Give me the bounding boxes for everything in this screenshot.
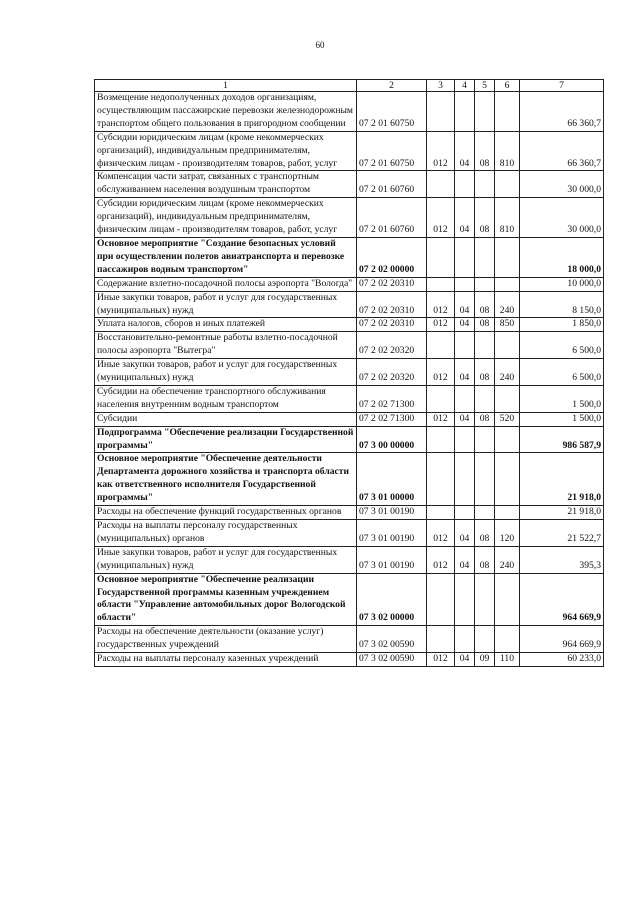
- row-col4: [455, 573, 475, 626]
- row-col4: [455, 277, 475, 291]
- row-col3: 012: [427, 653, 455, 667]
- row-amount: 964 669,9: [520, 626, 604, 653]
- row-code: 07 2 02 20320: [357, 332, 427, 359]
- row-col3: [427, 92, 455, 132]
- row-amount: 18 000,0: [520, 237, 604, 277]
- row-code: 07 2 01 60760: [357, 198, 427, 238]
- row-col5: 08: [475, 198, 495, 238]
- row-col5: 08: [475, 131, 495, 171]
- row-col4: 04: [455, 546, 475, 573]
- page-number: 60: [315, 40, 325, 50]
- row-col4: [455, 171, 475, 198]
- table-body: [95, 80, 604, 667]
- row-description: Иные закупки товаров, работ и услуг для государственных (муниципальных) нужд: [95, 291, 357, 318]
- row-amount: 66 360,7: [520, 92, 604, 132]
- table-row: [95, 412, 604, 426]
- row-col6: [495, 453, 520, 506]
- row-col3: [427, 506, 455, 520]
- row-col6: 240: [495, 546, 520, 573]
- row-code: 07 3 00 00000: [357, 426, 427, 453]
- row-col4: 04: [455, 318, 475, 332]
- table-row: [95, 546, 604, 573]
- row-col6: [495, 385, 520, 412]
- row-col5: [475, 171, 495, 198]
- row-code: 07 2 02 20310: [357, 318, 427, 332]
- table-row: [95, 277, 604, 291]
- row-description: Основное мероприятие "Создание безопасных условий при осуществлении полетов авиатранспорта и перевозке пассажиров водным транспортом": [95, 237, 357, 277]
- row-col3: 012: [427, 359, 455, 386]
- row-col3: 012: [427, 198, 455, 238]
- table-row: [95, 332, 604, 359]
- row-code: 07 3 01 00000: [357, 453, 427, 506]
- row-col5: 08: [475, 546, 495, 573]
- row-col6: 240: [495, 291, 520, 318]
- row-col5: 08: [475, 359, 495, 386]
- row-col3: [427, 171, 455, 198]
- header-col-2: 2: [357, 80, 427, 92]
- row-code: 07 2 02 00000: [357, 237, 427, 277]
- row-col4: [455, 385, 475, 412]
- row-description: Субсидии на обеспечение транспортного обслуживания населения внутренним водным транспортом: [95, 385, 357, 412]
- row-col6: 240: [495, 359, 520, 386]
- row-description: Иные закупки товаров, работ и услуг для государственных (муниципальных) нужд: [95, 546, 357, 573]
- row-col4: [455, 237, 475, 277]
- row-code: 07 2 01 60750: [357, 92, 427, 132]
- row-description: Уплата налогов, сборов и иных платежей: [95, 318, 357, 332]
- row-code: 07 3 02 00590: [357, 653, 427, 667]
- row-col4: [455, 506, 475, 520]
- table-row: [95, 573, 604, 626]
- row-col3: 012: [427, 412, 455, 426]
- row-col3: [427, 237, 455, 277]
- row-col5: 08: [475, 520, 495, 547]
- row-description: Восстановительно-ремонтные работы взлетно-посадочной полосы аэропорта "Вытегра": [95, 332, 357, 359]
- row-description: Расходы на обеспечение деятельности (оказание услуг) государственных учреждений: [95, 626, 357, 653]
- row-col3: [427, 277, 455, 291]
- row-col3: 012: [427, 131, 455, 171]
- table-row: [95, 506, 604, 520]
- row-amount: 1 850,0: [520, 318, 604, 332]
- row-description: Субсидии: [95, 412, 357, 426]
- row-amount: 1 500,0: [520, 385, 604, 412]
- row-description: Иные закупки товаров, работ и услуг для государственных (муниципальных) нужд: [95, 359, 357, 386]
- row-code: 07 2 02 20320: [357, 359, 427, 386]
- row-col3: 012: [427, 318, 455, 332]
- row-col5: 09: [475, 653, 495, 667]
- row-col3: [427, 573, 455, 626]
- row-code: 07 2 02 71300: [357, 385, 427, 412]
- table-row: [95, 237, 604, 277]
- table-row: [95, 318, 604, 332]
- row-amount: 21 522,7: [520, 520, 604, 547]
- row-amount: 6 500,0: [520, 359, 604, 386]
- row-col4: 04: [455, 291, 475, 318]
- row-col6: [495, 277, 520, 291]
- table-row: [95, 626, 604, 653]
- row-col4: [455, 453, 475, 506]
- row-col5: [475, 426, 495, 453]
- row-description: Расходы на обеспечение функций государственных органов: [95, 506, 357, 520]
- row-col5: [475, 385, 495, 412]
- row-col6: [495, 237, 520, 277]
- row-col5: 08: [475, 412, 495, 426]
- header-col-7: 7: [520, 80, 604, 92]
- row-col4: 04: [455, 359, 475, 386]
- row-amount: 66 360,7: [520, 131, 604, 171]
- row-code: 07 2 02 20310: [357, 277, 427, 291]
- table-row: [95, 653, 604, 667]
- row-col4: [455, 332, 475, 359]
- row-col4: [455, 426, 475, 453]
- row-col5: [475, 277, 495, 291]
- row-col5: [475, 92, 495, 132]
- row-col3: 012: [427, 520, 455, 547]
- row-col3: 012: [427, 291, 455, 318]
- row-col6: [495, 92, 520, 132]
- row-amount: 1 500,0: [520, 412, 604, 426]
- header-col-6: 6: [495, 80, 520, 92]
- table-row: [95, 385, 604, 412]
- row-col3: [427, 453, 455, 506]
- row-amount: 30 000,0: [520, 171, 604, 198]
- row-code: 07 3 02 00000: [357, 573, 427, 626]
- budget-table: [94, 79, 604, 667]
- row-col5: [475, 332, 495, 359]
- row-col6: [495, 573, 520, 626]
- row-description: Основное мероприятие "Обеспечение реализации Государственной программы казенным учреждением области "Управление автомобильных дорог Вологодской области": [95, 573, 357, 626]
- row-amount: 10 000,0: [520, 277, 604, 291]
- row-description: Подпрограмма "Обеспечение реализации Государственной программы": [95, 426, 357, 453]
- row-col3: [427, 332, 455, 359]
- row-col6: 120: [495, 520, 520, 547]
- row-col6: [495, 332, 520, 359]
- row-col3: [427, 426, 455, 453]
- row-code: 07 3 02 00590: [357, 626, 427, 653]
- row-col3: [427, 626, 455, 653]
- row-col5: [475, 573, 495, 626]
- row-col3: [427, 385, 455, 412]
- header-col-1: 1: [95, 80, 357, 92]
- row-description: Основное мероприятие "Обеспечение деятельности Департамента дорожного хозяйства и транспорта области как ответственного исполнителя Государственной программы": [95, 453, 357, 506]
- table-row: [95, 131, 604, 171]
- table-row: [95, 426, 604, 453]
- row-description: Компенсация части затрат, связанных с транспортным обслуживанием населения воздушным транспортом: [95, 171, 357, 198]
- row-amount: 964 669,9: [520, 573, 604, 626]
- row-col6: 520: [495, 412, 520, 426]
- row-col6: 810: [495, 198, 520, 238]
- row-col6: [495, 506, 520, 520]
- row-col4: 04: [455, 653, 475, 667]
- row-col5: 08: [475, 318, 495, 332]
- row-code: 07 2 02 71300: [357, 412, 427, 426]
- row-col4: 04: [455, 520, 475, 547]
- row-amount: 21 918,0: [520, 453, 604, 506]
- row-col5: [475, 626, 495, 653]
- row-col5: [475, 506, 495, 520]
- header-col-4: 4: [455, 80, 475, 92]
- row-amount: 60 233,0: [520, 653, 604, 667]
- row-amount: 6 500,0: [520, 332, 604, 359]
- row-amount: 986 587,9: [520, 426, 604, 453]
- row-col4: 04: [455, 198, 475, 238]
- table-row: [95, 291, 604, 318]
- header-col-5: 5: [475, 80, 495, 92]
- row-col5: 08: [475, 291, 495, 318]
- row-amount: 8 150,0: [520, 291, 604, 318]
- row-code: 07 3 01 00190: [357, 506, 427, 520]
- row-description: Субсидии юридическим лицам (кроме некоммерческих организаций), индивидуальным предпринимателям, физическим лицам - производителям товаров, работ, услуг: [95, 198, 357, 238]
- row-description: Расходы на выплаты персоналу казенных учреждений: [95, 653, 357, 667]
- row-amount: 30 000,0: [520, 198, 604, 238]
- row-amount: 395,3: [520, 546, 604, 573]
- row-col6: 850: [495, 318, 520, 332]
- row-description: Возмещение недополученных доходов организациям, осуществляющим пассажирские перевозки железнодорожным транспортом общего пользования в пригородном сообщении: [95, 92, 357, 132]
- row-code: 07 2 01 60750: [357, 131, 427, 171]
- row-col4: 04: [455, 412, 475, 426]
- row-code: 07 3 01 00190: [357, 546, 427, 573]
- header-row: [95, 80, 604, 92]
- table-row: [95, 520, 604, 547]
- table-row: [95, 171, 604, 198]
- row-code: 07 2 02 20310: [357, 291, 427, 318]
- row-col6: 810: [495, 131, 520, 171]
- row-description: Расходы на выплаты персоналу государственных (муниципальных) органов: [95, 520, 357, 547]
- header-col-3: 3: [427, 80, 455, 92]
- row-col6: [495, 426, 520, 453]
- row-col5: [475, 237, 495, 277]
- row-col4: [455, 626, 475, 653]
- table-row: [95, 92, 604, 132]
- table-row: [95, 359, 604, 386]
- row-code: 07 3 01 00190: [357, 520, 427, 547]
- row-col6: 110: [495, 653, 520, 667]
- row-col5: [475, 453, 495, 506]
- row-col4: [455, 92, 475, 132]
- row-col3: 012: [427, 546, 455, 573]
- table-row: [95, 198, 604, 238]
- row-amount: 21 918,0: [520, 506, 604, 520]
- row-description: Субсидии юридическим лицам (кроме некоммерческих организаций), индивидуальным предпринимателям, физическим лицам - производителям товаров, работ, услуг: [95, 131, 357, 171]
- row-col4: 04: [455, 131, 475, 171]
- table-row: [95, 453, 604, 506]
- row-col6: [495, 626, 520, 653]
- row-code: 07 2 01 60760: [357, 171, 427, 198]
- row-col6: [495, 171, 520, 198]
- row-description: Содержание взлетно-посадочной полосы аэропорта "Вологда": [95, 277, 357, 291]
